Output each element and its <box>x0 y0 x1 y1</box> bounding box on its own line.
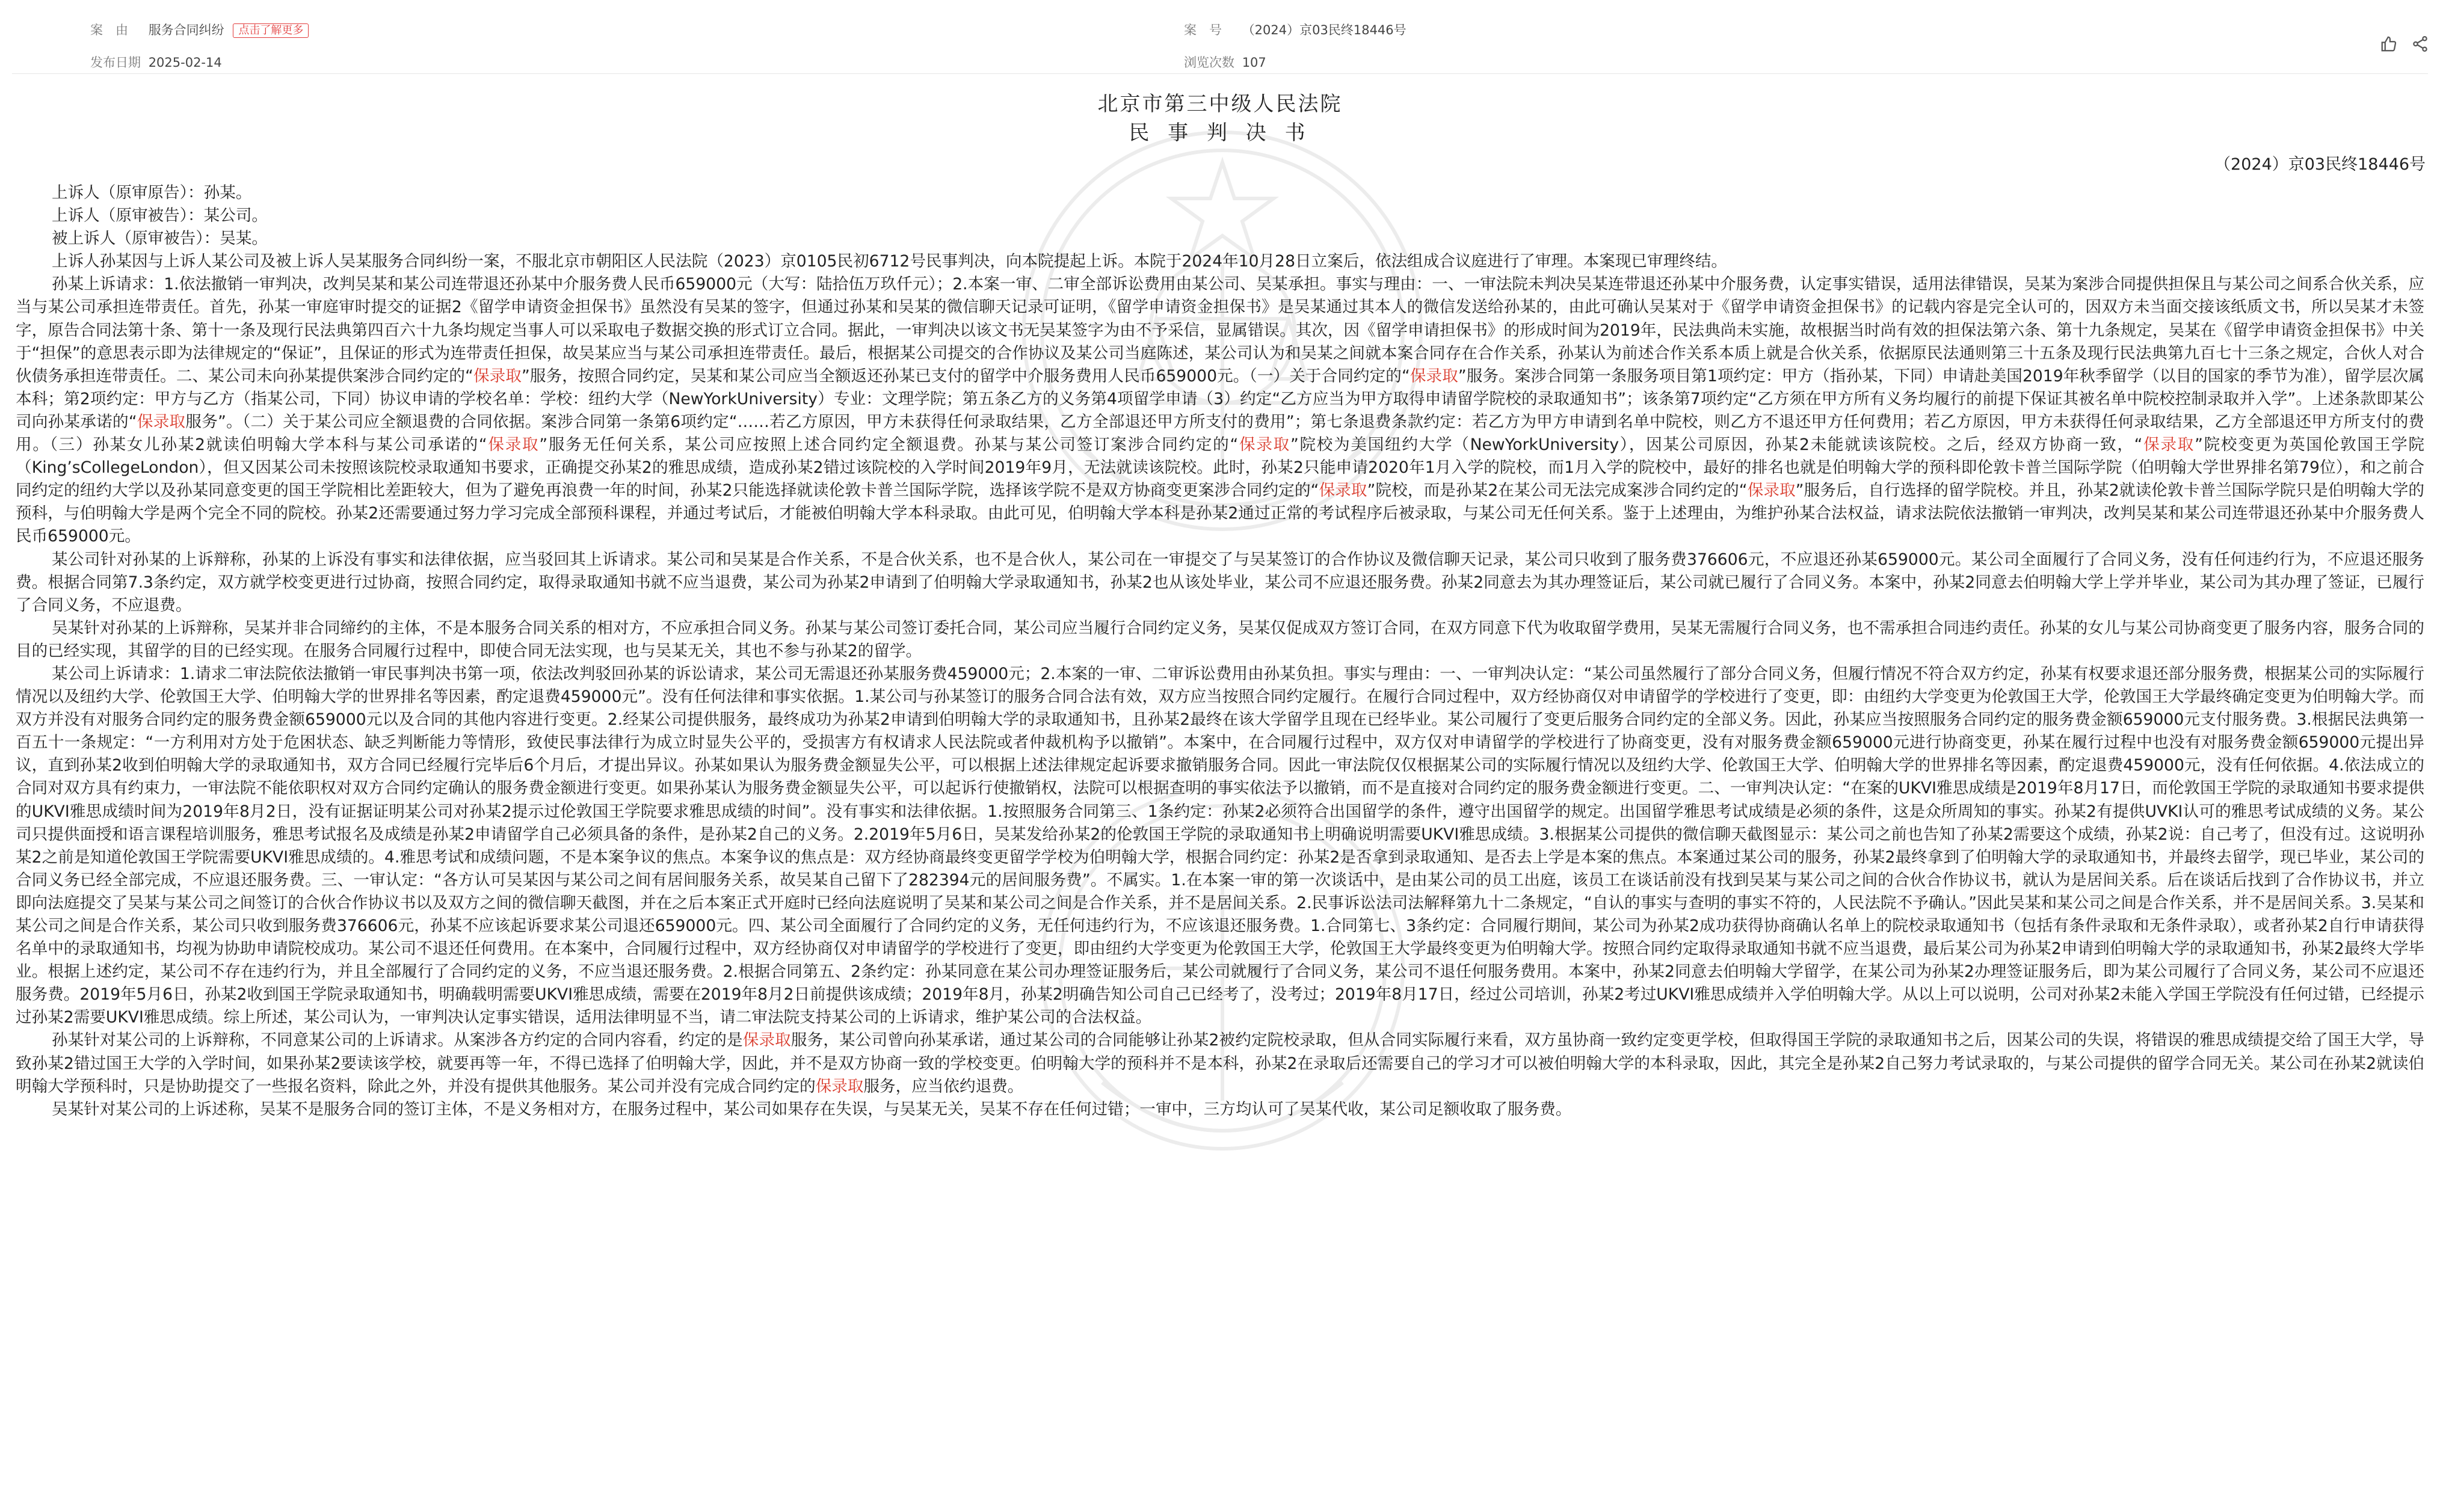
judgment-paragraph <box>16 617 2424 663</box>
judgment-paragraph <box>16 663 2424 1030</box>
highlighted-term: 保录取 <box>742 1031 791 1050</box>
thumb-icon[interactable] <box>2380 35 2398 53</box>
judgment-paragraph <box>16 1098 2424 1121</box>
publish-date-field <box>90 54 222 71</box>
paragraph-text: 上诉人（原审被告）：某公司。 <box>52 206 268 226</box>
judgment-paragraph <box>16 250 2424 273</box>
paragraph-text: 吴某针对某公司的上诉述称，吴某不是服务合同的签订主体，不是义务相对方，在服务过程中，某公司如果存在失误，与吴某无关，吴某不存在任何过错；一审中，三方均认可了吴某代收，某公司足额收取了服务费。 <box>52 1099 1572 1119</box>
publish-date-label: 发布日期 <box>90 55 141 70</box>
highlighted-term: 保录取 <box>1747 481 1796 500</box>
cause-value: 服务合同纠纷 <box>148 23 224 37</box>
highlighted-term: 保录取 <box>487 435 540 455</box>
highlighted-term: 保录取 <box>1319 481 1367 500</box>
highlighted-term: 保录取 <box>1238 435 1290 455</box>
paragraph-text: 吴某针对孙某的上诉辩称，吴某并非合同缔约的主体，不是本服务合同关系的相对方，不应承担合同义务。孙某与某公司签订委托合同，某公司应当履行合同约定义务，吴某仅促成双方签订合同，在双方同意下代为收取留学费用，吴某无需履行合同义务，也不需承担合同违约责任。孙某的女儿与某公司协商变更了服务内容，服务合同的目的已经实现，其留学的目的已经实现。在服务合同履行过程中，即使合同无法实现，也与吴某无关，其也不参与孙某2的留学。 <box>16 618 2424 660</box>
paragraph-text: 上诉人孙某因与上诉人某公司及被上诉人吴某服务合同纠纷一案，不服北京市朝阳区人民法院（2023）京0105民初6712号民事判决，向本院提起上诉。本院于2024年10月28日立案后，依法组成合议庭进行了审理。本案现已审理终结。 <box>52 252 1728 271</box>
document-type-title: 民 事 判 决 书 <box>1129 121 1311 145</box>
paragraph-text: 服务，应当依约退费。 <box>863 1077 1024 1096</box>
paragraph-text: 某公司上诉请求：1.请求二审法院依法撤销一审民事判决书第一项，依法改判驳回孙某的诉讼请求，某公司无需退还孙某服务费459000元；2.本案的一审、二审诉讼费用由孙某负担。事实与理由：一、一审判决认定：“某公司虽然履行了部分合同义务，但履行情况不符合双方约定，孙某有权要求退还部分服务费，根据某公司的实际履行情况以及纽约大学、伦敦国王大学、伯明翰大学的世界排名等因素，酌定退费459000元”。没有任何法律和事实依据。1.某公司与孙某签订的服务合同合法有效，双方应当按照合同约定履行。在履行合同过程中，双方经协商仅对申请留学的学校进行了变更，即：由纽约大学变更为伦敦国王大学，伦敦国王大学最终确定变更为伯明翰大学。而双方并没有对服务合同约定的服务费金额659000元以及合同的其他内容进行变更。2.经某公司提供服务，最终成功为孙某2申请到伯明翰大学的录取通知书，且孙某2最终在该大学留学且现在已经毕业。某公司履行了变更后服务合同约定的全部义务。因此，孙某应当按照服务合同约定的服务费金额659000元支付服务费。3.根据民法典第一百五十一条规定：“一方利用对方处于危困状态、缺乏判断能力等情形，致使民事法律行为成立时显失公平的，受损害方有权请求人民法院或者仲裁机构予以撤销”。本案中，在合同履行过程中，双方仅对申请留学的学校进行了协商变更，没有对服务费金额659000元进行协商变更，孙某在履行过程中也没有对服务费金额659000元提出异议，直到孙某2收到伯明翰大学的录取通知书，双方合同已经履行完毕后6个月后，才提出异议。孙某如果认为服务费金额显失公平，可以根据上述法律规定起诉要求撤销服务合同。因此一审法院仅仅根据某公司的实际履行情况以及纽约大学、伦敦国王大学、伯明翰大学的世界排名等因素，酌定退费459000元，没有任何依据。4.依法成立的合同对双方具有约束力，一审法院不能依职权对双方合同约定确认的服务费金额进行变更。如果孙某认为服务费金额显失公平，可以起诉行使撤销权，法院可以根据查明的事实依法予以撤销，而不是直接对合同约定的服务费金额进行变更。二、一审判决认定：“在案的UKVI雅思成绩是2019年8月17日，而伦敦国王学院的录取通知书要求提供的UKVI雅思成绩时间为2019年8月2日，没有证据证明某公司对孙某2提示过伦敦国王学院要求雅思成绩的时间”。没有事实和法律依据。1.按照服务合同第三、1条约定：孙某2必须符合出国留学的条件，遵守出国留学的规定。出国留学雅思考试成绩是必须的条件，这是众所周知的事实。孙某2有提供UVKI认可的雅思考试成绩的义务。某公司只提供面授和语言课程培训服务，雅思考试报名及成绩是孙某2申请留学自己必须具备的条件，是孙某2自己的义务。2.2019年5月6日，吴某发给孙某2的伦敦国王学院的录取通知书上明确说明需要UKVI雅思成绩。3.根据某公司提供的微信聊天截图显示：某公司之前也告知了孙某2需要这个成绩，孙某2说：自己考了，但没有过。这说明孙某2之前是知道伦敦国王学院需要UKVI雅思成绩的。4.雅思考试和成绩问题，不是本案争议的焦点。本案争议的焦点是：双方经协商最终变更留学学校为伯明翰大学，根据合同约定：孙某2是否拿到录取通知、是否去上学是本案的焦点。本案通过某公司的服务，孙某2最终拿到了伯明翰大学的录取通知书，并最终去留学，现已毕业，某公司的合同义务已经全部完成，不应退还服务费。三、一审认定：“各方认可吴某因与某公司之间有居间服务关系，故吴某自己留下了282394元的居间服务费”。不属实。1.在本案一审的第一次谈话中，是由某公司的员工出庭，该员工在谈话前没有找到吴某与某公司之间的合伙合作协议书，就认为是居间关系。后在谈话后找到了合作协议书，并立即向法庭提交了吴某与某公司之间签订的合伙合作协议书以及双方之间的微信聊天截图，并在之后本案正式开庭时已经向法庭说明了吴某和某公司之间是合作关系，并不是居间关系。2.民事诉讼法司法解释第九十二条规定，“自认的事实与查明的事实不符的，人民法院不予确认。”因此吴某和某公司之间是合作关系，并不是居间关系。3.吴某和某公司之间是合作关系，某公司只收到服务费376606元，孙某不应该起诉要求某公司退还659000元。四、某公司全面履行了合同约定的义务，无任何违约行为，不应该退还服务费。1.合同第七、3条约定：合同履行期间，某公司为孙某2成功获得协商确认名单上的院校录取通知书（包括有条件录取和无条件录取），或者孙某2自行申请获得名单中的录取通知书，均视为协助申请院校成功。某公司不退还任何费用。在本案中，合同履行过程中，双方经协商仅对申请留学的学校进行了变更，即由纽约大学变更为伦敦国王大学，伦敦国王大学最终变更为伯明翰大学。按照合同约定取得录取通知书就不应当退费，最后某公司为孙某2申请到伯明翰大学的录取通知书，孙某2最终大学毕业。根据上述约定，某公司不存在违约行为，并且全部履行了合同约定的义务，不应当退还服务费。2.根据合同第五、2条约定：孙某同意在某公司办理签证服务后，某公司就履行了合同义务，某公司不退任何服务费用。本案中，孙某2同意去伯明翰大学留学，在某公司为孙某2办理签证服务后，即为某公司履行了合同义务，某公司不应退还服务费。2019年5月6日，孙某2收到国王学院录取通知书，明确载明需要UKVI雅思成绩，需要在2019年8月2日前提供该成绩；2019年8月，孙某2明确告知公司自己已经考了，没考过；2019年8月17日，经过公司培训，孙某2考过UKVI雅思成绩并入学伯明翰大学。从以上可以说明，公司对孙某2未能入学国王学院没有任何过错，已经提示过孙某2需要UKVI雅思成绩。综上所述，某公司认为，一审判决认定事实错误，适用法律明显不当，请二审法院支持某公司的上诉请求，维护某公司的合法权益。 <box>16 664 2424 1027</box>
share-icon[interactable] <box>2411 35 2429 53</box>
paragraph-text: 被上诉人（原审被告）：吴某。 <box>52 229 268 248</box>
document-case-number: （2024）京03民终18446号 <box>2214 155 2426 174</box>
cause-label: 案 由 <box>90 23 128 37</box>
paragraph-text: ”服务。案涉合同第一条服务项目第1项约定：甲方（指孙某，下同）申请赴美国2019年秋季留学（以目的国家的季节为准），留学层次属本科；第2项约定：甲方与乙方（指某公司，下同）协议申请的学校名单：学校：纽约大学（NewYorkUniversity）专业：文理学院；第五条乙方的义务第4项留学申请（3）约定“乙方应当为甲方取得申请留学院校的录取通知书”；该条第7项约定“乙方须在甲方所有义务均履行的前提下保证其被名单中院校控制录取并入学”。上述条款即某公司向孙某承诺的“ <box>16 366 2425 431</box>
paragraph-text: ”院校为美国纽约大学（NewYorkUniversity），因某公司原因，孙某2未能就读该院校。之后，经双方协商一致，“ <box>1290 435 2143 455</box>
highlighted-term: 保录取 <box>815 1077 864 1096</box>
highlighted-term: 保录取 <box>2142 435 2195 455</box>
paragraph-text: 孙某上诉请求：1.依法撤销一审判决，改判吴某和某公司连带退还孙某中介服务费人民币659000元（大写：陆拾伍万玖仟元）；2.本案一审、二审全部诉讼费用由某公司、吴某承担。事实与理由：一、一审法院未判决吴某连带退还孙某中介服务费，认定事实错误，适用法律错误，吴某为案涉合同提供担保且与某公司之间系合伙关系，应当与某公司承担连带责任。首先，孙某一审庭审时提交的证据2《留学申请资金担保书》虽然没有吴某的签字，但通过孙某和吴某的微信聊天记录可证明，《留学申请资金担保书》是吴某通过其本人的微信发送给孙某的，由此可确认吴某对于《留学申请资金担保书》的记载内容是完全认可的，因双方未当面交接该纸质文书，所以吴某才未签字，原告合同法第十条、第十一条及现行民法典第四百六十九条均规定当事人可以采取电子数据交换的形式订立合同。据此，一审判决以该文书无吴某签字为由不予采信，显属错误。其次，因《留学申请担保书》的形成时间为2019年，民法典尚未实施，故根据当时尚有效的担保法第六条、第十九条规定，吴某在《留学申请资金担保书》中关于“担保”的意思表示即为法律规定的“保证”，且保证的形式为连带责任担保，故吴某应当与某公司承担连带责任。最后，根据某公司提交的合作协议及某公司当庭陈述，某公司认为和吴某之间就本案合同存在合作关系，孙某认为前述合作关系本质上就是合伙关系，依据原民法通则第三十五条及现行民法典第九百七十三条之规定，合伙人对合伙债务承担连带责任。二、某公司未向孙某提供案涉合同约定的“ <box>16 275 2424 386</box>
action-icons <box>2380 35 2429 53</box>
paragraph-text: ”服务无任何关系，某公司应按照上述合同约定全额退费。孙某与某公司签订案涉合同约定的“ <box>539 435 1239 455</box>
court-name: 北京市第三中级人民法院 <box>1097 92 1343 116</box>
paragraph-text: ”院校变更为英国伦敦国王学院（King’sCollegeLondon），但又因某公司未按照该院校录取通知书要求，正确提交孙某2的雅思成绩，造成孙某2错过该院校的入学时间2019年9月，无法就读该院校。此时，孙某2只能申请2020年1月入学的院校，而1月入学的院校中，最好的排名也就是伯明翰大学的预科即伦敦卡普兰国际学院（伯明翰大学世界排名第79位），和之前合同约定的纽约大学以及孙某同意变更的国王学院相比差距较大，但为了避免再浪费一年的时间，孙某2只能选择就读伦敦卡普兰国际学院，选择该学院不是双方协商变更案涉合同约定的“ <box>16 435 2424 500</box>
cause-field <box>90 22 309 38</box>
highlighted-term: 保录取 <box>473 366 522 386</box>
paragraph-text: 某公司针对孙某的上诉辩称，孙某的上诉没有事实和法律依据，应当驳回其上诉请求。某公司和吴某是合作关系，不是合伙关系，也不是合伙人，某公司在一审提交了与吴某签订的合作协议及微信聊天记录，某公司只收到了服务费376606元，不应退还孙某659000元。某公司全面履行了合同义务，没有任何违约行为，不应退还服务费。根据合同第7.3条约定，双方就学校变更进行过协商，按照合同约定，取得录取通知书就不应当退费，某公司为孙某2申请到了伯明翰大学录取通知书，孙某2也从该处毕业，某公司不应退还服务费。孙某2同意去为其办理签证后，某公司就已履行了合同义务。本案中，孙某2同意去伯明翰大学上学并毕业，某公司为其办理了签证，已履行了合同义务，不应退费。 <box>16 550 2424 615</box>
judgment-paragraph <box>16 273 2424 548</box>
paragraph-text: 上诉人（原审原告）：孙某。 <box>52 183 252 202</box>
publish-date-value: 2025-02-14 <box>148 55 222 70</box>
paragraph-text: ”服务，按照合同约定，吴某和某公司应当全额返还孙某已支付的留学中介服务费用人民币659000元。（一）关于合同约定的“ <box>522 366 1410 386</box>
paragraph-text: ”院校，而是孙某2在某公司无法完成案涉合同约定的“ <box>1367 481 1748 500</box>
paragraph-text: 服务”。（二）关于某公司应全额退费的合同依据。案涉合同第一条第6项约定“……若乙方原因，甲方未获得任何录取结果，乙方全部退还甲方所支付的费用”；第七条退费条款约定：若乙方为甲方申请到名单中院校，则乙方不退还甲方任何费用；若乙方原因，甲方未获得任何录取结果，乙方全部退还甲方所支付的费用。（三）孙某女儿孙某2就读伯明翰大学本科与某公司承诺的“ <box>16 412 2425 455</box>
view-count-value: 107 <box>1242 55 1266 70</box>
highlighted-term: 保录取 <box>1409 366 1458 386</box>
paragraph-text: 孙某针对某公司的上诉辩称，不同意某公司的上诉请求。从案涉各方约定的合同内容看，约定的是 <box>52 1031 743 1050</box>
header-divider <box>12 73 2428 74</box>
learn-more-badge[interactable]: 点击了解更多 <box>233 23 309 38</box>
judgment-paragraph <box>16 1029 2424 1098</box>
case-number-label: 案 号 <box>1184 23 1222 37</box>
view-count-label: 浏览次数 <box>1184 55 1234 70</box>
view-count-field <box>1184 54 1266 71</box>
judgment-paragraph <box>16 204 2424 227</box>
paragraph-text: ”服务后，自行选择的留学院校。并且，孙某2就读伦敦卡普兰国际学院只是伯明翰大学的预科，与伯明翰大学是两个完全不同的院校。孙某2还需要通过努力学习完成全部预科课程，并通过考试后，才能被伯明翰大学本科录取。由此可见，伯明翰大学本科是孙某2通过正常的考试程序后被录取，与某公司无任何关系。鉴于上述理由，为维护孙某合法权益，请求法院依法撤销一审判决，改判吴某和某公司连带退还孙某中介服务费人民币659000元。 <box>16 481 2424 546</box>
case-number-value: （2024）京03民终18446号 <box>1242 23 1406 37</box>
case-meta-header <box>0 0 2440 78</box>
paragraph-text: 服务，某公司曾向孙某承诺，通过某公司的合同能够让孙某2被约定院校录取，但从合同实际履行来看，双方虽协商一致约定变更学校，但取得国王学院的录取通知书之后，因某公司的失误，将错误的雅思成绩提交给了国王大学，导致孙某2错过国王大学的入学时间，如果孙某2要读该学校，就要再等一年，不得已选择了伯明翰大学，因此，并不是双方协商一致的学校变更。伯明翰大学的预科并不是本科，孙某2在录取后还需要自己的学习才可以被伯明翰大学的本科录取，因此，其完全是孙某2自己努力考试录取的，与某公司提供的留学合同无关。某公司在孙某2就读伯明翰大学预科时，只是协助提交了一些报名资料，除此之外，并没有提供其他服务。某公司并没有完成合同约定的 <box>16 1031 2425 1096</box>
case-number-field <box>1184 22 1406 38</box>
highlighted-term: 保录取 <box>137 412 186 431</box>
judgment-paragraph <box>16 227 2424 250</box>
judgment-paragraph <box>16 549 2424 617</box>
judgment-body <box>16 182 2424 1121</box>
judgment-paragraph <box>16 182 2424 204</box>
